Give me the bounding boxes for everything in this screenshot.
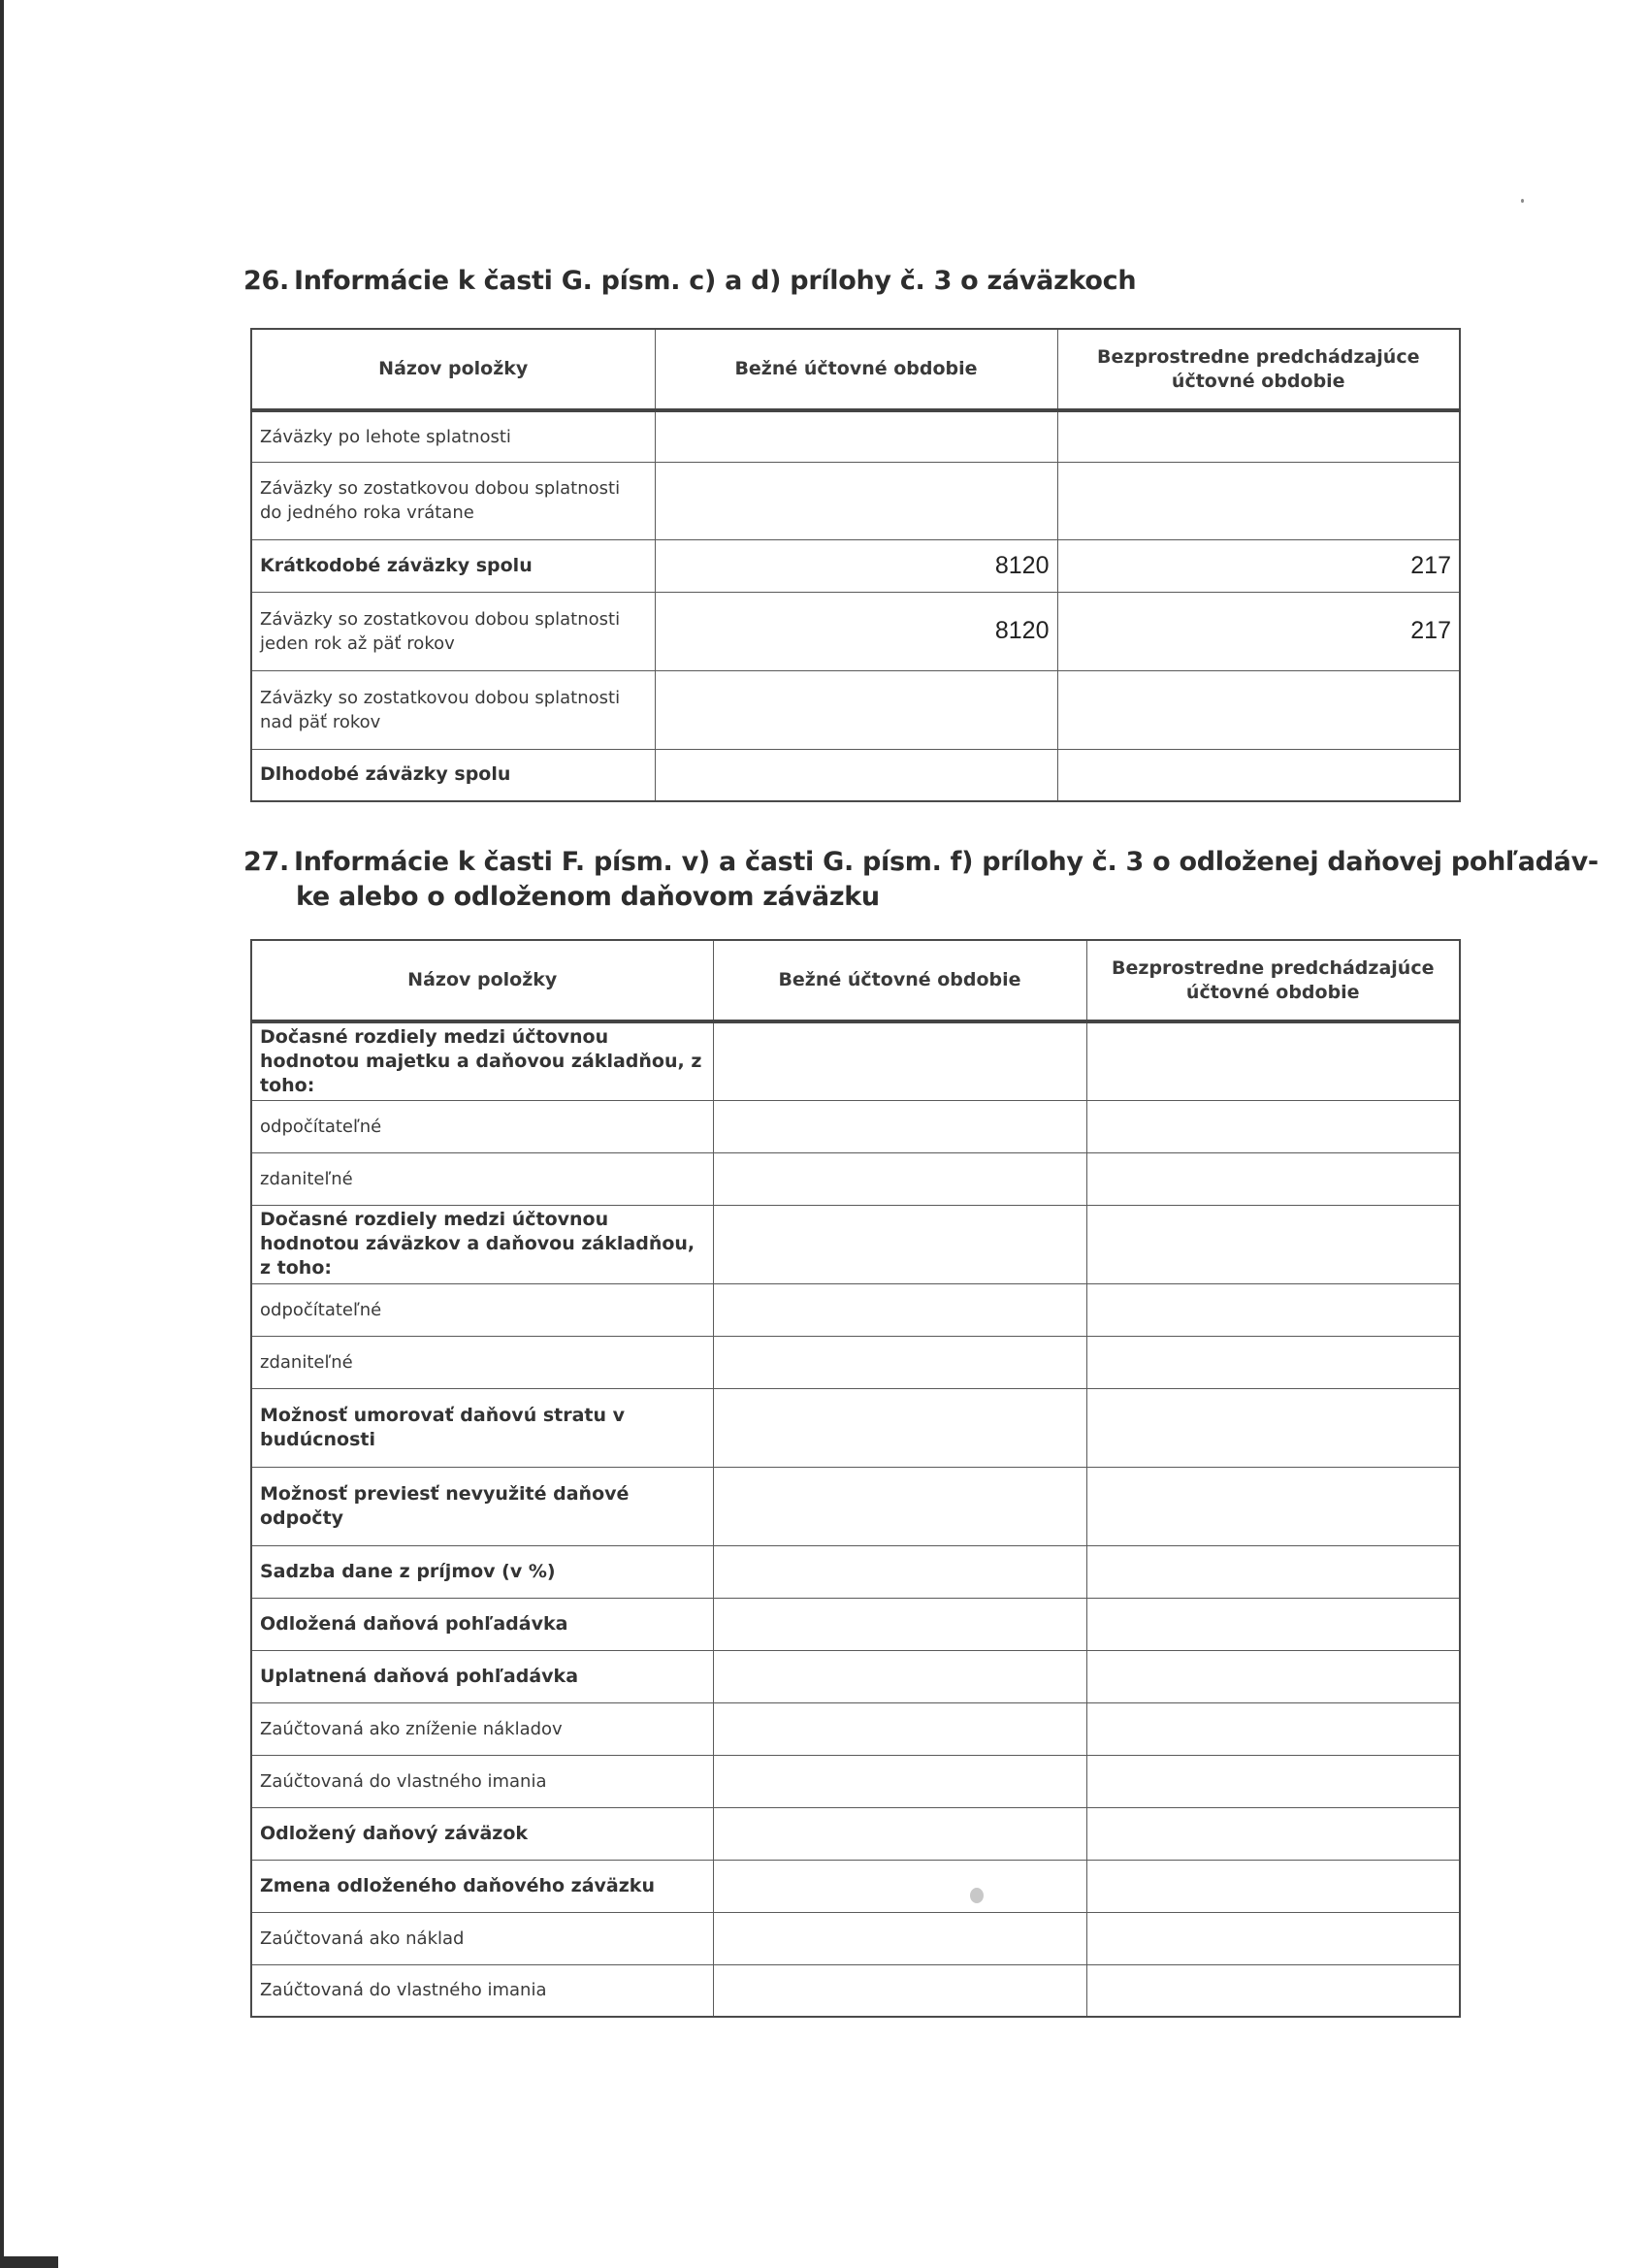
table-row xyxy=(251,1205,1460,1283)
table-row xyxy=(251,1598,1460,1650)
previous-period-value[interactable] xyxy=(1086,1021,1460,1100)
row-label: Dočasné rozdiely medzi účtovnou hodnotou záväzkov a daňovou základňou, z toho: xyxy=(251,1205,713,1283)
table-row xyxy=(251,749,1460,801)
row-label: Záväzky so zostatkovou dobou splatnosti do jedného roka vrátane xyxy=(251,462,655,539)
column-header-previous-period: Bezprostredne predchádzajúce účtovné obdobie xyxy=(1086,940,1460,1021)
current-period-value[interactable] xyxy=(713,1336,1086,1388)
previous-period-value[interactable] xyxy=(1057,462,1460,539)
current-period-value[interactable] xyxy=(713,1807,1086,1860)
previous-period-value[interactable]: 217 xyxy=(1057,592,1460,670)
row-label: Možnosť previesť nevyužité daňové odpočty xyxy=(251,1467,713,1545)
table-row xyxy=(251,462,1460,539)
current-period-value[interactable] xyxy=(713,1152,1086,1205)
current-period-value[interactable] xyxy=(713,1912,1086,1964)
previous-period-value[interactable] xyxy=(1086,1860,1460,1912)
table-row xyxy=(251,1702,1460,1755)
section-title-text: Informácie k časti G. písm. c) a d) prílohy č. 3 o záväzkoch xyxy=(294,266,1137,296)
current-period-value[interactable] xyxy=(713,1205,1086,1283)
previous-period-value[interactable] xyxy=(1086,1545,1460,1598)
scan-edge xyxy=(0,2256,58,2268)
table-row xyxy=(251,1388,1460,1467)
table-row xyxy=(251,1912,1460,1964)
row-label: odpočítateľné xyxy=(251,1100,713,1152)
section-number: 26. xyxy=(243,266,289,296)
table-row xyxy=(251,1152,1460,1205)
table-row xyxy=(251,1283,1460,1336)
table-row xyxy=(251,592,1460,670)
row-label: Zaúčtovaná do vlastného imania xyxy=(251,1964,713,2017)
current-period-value[interactable] xyxy=(655,410,1057,462)
row-label: Uplatnená daňová pohľadávka xyxy=(251,1650,713,1702)
table-row xyxy=(251,539,1460,592)
current-period-value[interactable]: 8120 xyxy=(655,539,1057,592)
section-title-continuation: ke alebo o odloženom daňovom záväzku xyxy=(296,882,880,912)
table-row xyxy=(251,1100,1460,1152)
current-period-value[interactable] xyxy=(713,1545,1086,1598)
row-label: Zaúčtovaná do vlastného imania xyxy=(251,1755,713,1807)
row-label: Zmena odloženého daňového záväzku xyxy=(251,1860,713,1912)
liabilities-table xyxy=(250,328,1461,802)
previous-period-value[interactable] xyxy=(1086,1755,1460,1807)
row-label: zdaniteľné xyxy=(251,1152,713,1205)
previous-period-value[interactable] xyxy=(1086,1205,1460,1283)
current-period-value[interactable] xyxy=(713,1283,1086,1336)
row-label: Odložená daňová pohľadávka xyxy=(251,1598,713,1650)
column-header-item-name: Názov položky xyxy=(251,329,655,410)
table-row xyxy=(251,670,1460,749)
previous-period-value[interactable] xyxy=(1086,1283,1460,1336)
row-label: Zaúčtovaná ako zníženie nákladov xyxy=(251,1702,713,1755)
table-row xyxy=(251,1545,1460,1598)
row-label: Zaúčtovaná ako náklad xyxy=(251,1912,713,1964)
row-label: Záväzky po lehote splatnosti xyxy=(251,410,655,462)
section-26-title xyxy=(243,266,1136,296)
current-period-value[interactable] xyxy=(655,749,1057,801)
section-title-text: Informácie k časti F. písm. v) a časti G. písm. f) prílohy č. 3 o odloženej daňovej pohľadáv- xyxy=(294,847,1599,877)
scan-speck xyxy=(1521,199,1524,203)
row-label: Odložený daňový záväzok xyxy=(251,1807,713,1860)
table-row xyxy=(251,410,1460,462)
table-row xyxy=(251,1860,1460,1912)
current-period-value[interactable] xyxy=(713,1860,1086,1912)
previous-period-value[interactable] xyxy=(1057,670,1460,749)
column-header-current-period: Bežné účtovné obdobie xyxy=(713,940,1086,1021)
table-row xyxy=(251,1650,1460,1702)
row-label: zdaniteľné xyxy=(251,1336,713,1388)
previous-period-value[interactable] xyxy=(1057,749,1460,801)
previous-period-value[interactable] xyxy=(1086,1388,1460,1467)
table-header-row xyxy=(251,940,1460,1021)
previous-period-value[interactable] xyxy=(1086,1702,1460,1755)
previous-period-value[interactable] xyxy=(1086,1598,1460,1650)
previous-period-value[interactable] xyxy=(1086,1807,1460,1860)
row-label: Záväzky so zostatkovou dobou splatnosti jeden rok až päť rokov xyxy=(251,592,655,670)
current-period-value[interactable] xyxy=(713,1650,1086,1702)
table-row xyxy=(251,1021,1460,1100)
row-label: odpočítateľné xyxy=(251,1283,713,1336)
row-label: Záväzky so zostatkovou dobou splatnosti nad päť rokov xyxy=(251,670,655,749)
previous-period-value[interactable] xyxy=(1086,1100,1460,1152)
deferred-tax-table xyxy=(250,939,1461,2018)
previous-period-value[interactable] xyxy=(1086,1964,1460,2017)
row-label: Dočasné rozdiely medzi účtovnou hodnotou majetku a daňovou základňou, z toho: xyxy=(251,1021,713,1100)
deferred-tax-table-body xyxy=(251,1021,1460,2017)
column-header-current-period: Bežné účtovné obdobie xyxy=(655,329,1057,410)
previous-period-value[interactable] xyxy=(1086,1912,1460,1964)
previous-period-value[interactable] xyxy=(1086,1152,1460,1205)
current-period-value[interactable] xyxy=(713,1388,1086,1467)
table-row xyxy=(251,1964,1460,2017)
table-row xyxy=(251,1336,1460,1388)
row-label: Sadzba dane z príjmov (v %) xyxy=(251,1545,713,1598)
current-period-value[interactable] xyxy=(713,1100,1086,1152)
previous-period-value[interactable] xyxy=(1086,1467,1460,1545)
current-period-value[interactable] xyxy=(655,670,1057,749)
row-label: Dlhodobé záväzky spolu xyxy=(251,749,655,801)
column-header-item-name: Názov položky xyxy=(251,940,713,1021)
previous-period-value[interactable]: 217 xyxy=(1057,539,1460,592)
current-period-value[interactable] xyxy=(713,1964,1086,2017)
row-label: Možnosť umorovať daňovú stratu v budúcnosti xyxy=(251,1388,713,1467)
previous-period-value[interactable] xyxy=(1086,1336,1460,1388)
section-number: 27. xyxy=(243,847,289,877)
table-row xyxy=(251,1807,1460,1860)
previous-period-value[interactable] xyxy=(1086,1650,1460,1702)
liabilities-table-body xyxy=(251,410,1460,801)
table-row xyxy=(251,1755,1460,1807)
current-period-value[interactable] xyxy=(713,1702,1086,1755)
current-period-value[interactable] xyxy=(713,1598,1086,1650)
previous-period-value[interactable] xyxy=(1057,410,1460,462)
current-period-value[interactable] xyxy=(713,1467,1086,1545)
section-27-title xyxy=(243,845,1599,915)
current-period-value[interactable] xyxy=(713,1755,1086,1807)
current-period-value[interactable]: 8120 xyxy=(655,592,1057,670)
row-label: Krátkodobé záväzky spolu xyxy=(251,539,655,592)
current-period-value[interactable] xyxy=(713,1021,1086,1100)
scan-edge xyxy=(0,0,4,2268)
table-row xyxy=(251,1467,1460,1545)
current-period-value[interactable] xyxy=(655,462,1057,539)
column-header-previous-period: Bezprostredne predchádzajúce účtovné obdobie xyxy=(1057,329,1460,410)
table-header-row xyxy=(251,329,1460,410)
